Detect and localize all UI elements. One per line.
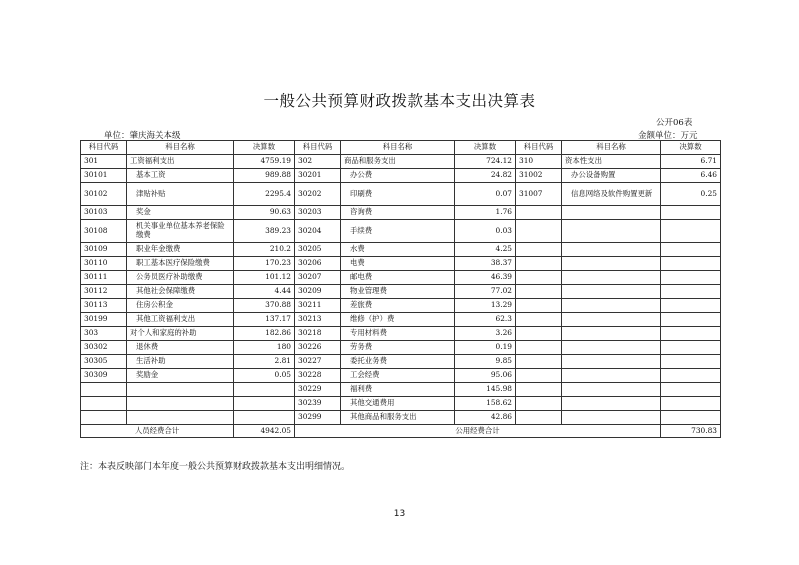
table-row [81, 299, 721, 313]
personnel-total-value: 4942.05 [234, 425, 295, 438]
amount: 158.62 [455, 397, 516, 411]
totals-row [81, 425, 721, 438]
header-row [81, 141, 721, 155]
subject-code [516, 383, 562, 397]
subject-code: 30111 [81, 271, 127, 285]
personnel-total-label: 人员经费合计 [81, 425, 234, 438]
public-total-value: 730.83 [661, 425, 721, 438]
header-name-2: 科目名称 [341, 141, 455, 155]
table-row [81, 355, 721, 369]
subject-name [562, 341, 661, 355]
table-row [81, 383, 721, 397]
header-amount-3: 决算数 [661, 141, 721, 155]
subject-code: 30103 [81, 206, 127, 220]
amount: 0.19 [455, 341, 516, 355]
subject-code [516, 206, 562, 220]
subject-code: 30229 [295, 383, 341, 397]
amount: 724.12 [455, 155, 516, 169]
amount [661, 271, 721, 285]
amount [661, 299, 721, 313]
amount: 137.17 [234, 313, 295, 327]
header-code-2: 科目代码 [295, 141, 341, 155]
subject-name [562, 243, 661, 257]
subject-code: 30102 [81, 183, 127, 206]
subject-name [127, 411, 234, 425]
amount: 389.23 [234, 220, 295, 243]
subject-code: 30309 [81, 369, 127, 383]
subject-name: 工会经费 [341, 369, 455, 383]
amount: 1.76 [455, 206, 516, 220]
amount: 77.02 [455, 285, 516, 299]
subject-name [562, 355, 661, 369]
subject-code: 30239 [295, 397, 341, 411]
subject-code: 30113 [81, 299, 127, 313]
subject-name: 基本工资 [127, 169, 234, 183]
subject-name: 职业年金缴费 [127, 243, 234, 257]
subject-code: 303 [81, 327, 127, 341]
subject-name: 工资福利支出 [127, 155, 234, 169]
subject-code: 30209 [295, 285, 341, 299]
subject-code [516, 411, 562, 425]
amount [661, 411, 721, 425]
subject-name: 其他商品和服务支出 [341, 411, 455, 425]
subject-code: 30199 [81, 313, 127, 327]
amount [661, 327, 721, 341]
amount: 0.03 [455, 220, 516, 243]
subject-code: 30202 [295, 183, 341, 206]
subject-code [516, 341, 562, 355]
subject-code: 30299 [295, 411, 341, 425]
amount [661, 383, 721, 397]
amount [234, 397, 295, 411]
subject-name [562, 271, 661, 285]
amount: 38.37 [455, 257, 516, 271]
amount: 180 [234, 341, 295, 355]
subject-code [516, 327, 562, 341]
table-row [81, 243, 721, 257]
subject-code: 30205 [295, 243, 341, 257]
amount: 210.2 [234, 243, 295, 257]
subject-name: 公务员医疗补助缴费 [127, 271, 234, 285]
table-row [81, 183, 721, 206]
subject-code [516, 369, 562, 383]
subject-name: 水费 [341, 243, 455, 257]
subject-name [562, 257, 661, 271]
subject-name: 生活补助 [127, 355, 234, 369]
subject-name: 电费 [341, 257, 455, 271]
subject-name: 维修（护）费 [341, 313, 455, 327]
subject-name: 办公费 [341, 169, 455, 183]
amount [234, 411, 295, 425]
subject-name [562, 220, 661, 243]
subject-code: 30218 [295, 327, 341, 341]
amount: 989.88 [234, 169, 295, 183]
subject-code: 301 [81, 155, 127, 169]
subject-code [516, 257, 562, 271]
subject-code: 30204 [295, 220, 341, 243]
subject-name: 津贴补贴 [127, 183, 234, 206]
subject-name: 住房公积金 [127, 299, 234, 313]
subject-name [562, 411, 661, 425]
subject-code [81, 397, 127, 411]
amount [661, 341, 721, 355]
subject-name: 劳务费 [341, 341, 455, 355]
subject-name: 物业管理费 [341, 285, 455, 299]
subject-code: 30302 [81, 341, 127, 355]
table-row [81, 271, 721, 285]
amount: 46.39 [455, 271, 516, 285]
amount: 101.12 [234, 271, 295, 285]
table-row [81, 369, 721, 383]
amount: 6.46 [661, 169, 721, 183]
amount: 0.25 [661, 183, 721, 206]
table-row [81, 341, 721, 355]
document-title: 一般公共预算财政拨款基本支出决算表 [263, 92, 536, 110]
subject-name: 其他交通费用 [341, 397, 455, 411]
subject-name [562, 327, 661, 341]
amount: 4759.19 [234, 155, 295, 169]
amount [661, 369, 721, 383]
amount: 4.44 [234, 285, 295, 299]
subject-name: 奖金 [127, 206, 234, 220]
subject-code: 30101 [81, 169, 127, 183]
amount: 13.29 [455, 299, 516, 313]
subject-name [127, 397, 234, 411]
subject-name [127, 383, 234, 397]
table-row [81, 169, 721, 183]
subject-code [516, 397, 562, 411]
subject-code [516, 285, 562, 299]
amount [661, 257, 721, 271]
table-row [81, 220, 721, 243]
subject-name: 奖励金 [127, 369, 234, 383]
subject-code: 31007 [516, 183, 562, 206]
subject-name [562, 206, 661, 220]
amount [661, 313, 721, 327]
subject-code [81, 411, 127, 425]
form-number: 公开06表 [656, 118, 693, 128]
subject-name: 委托业务费 [341, 355, 455, 369]
subject-name: 其他工资福利支出 [127, 313, 234, 327]
subject-name [562, 285, 661, 299]
subject-name: 咨询费 [341, 206, 455, 220]
subject-name: 专用材料费 [341, 327, 455, 341]
amount: 42.86 [455, 411, 516, 425]
subject-code: 31002 [516, 169, 562, 183]
amount: 145.98 [455, 383, 516, 397]
subject-code: 30206 [295, 257, 341, 271]
subject-name: 退休费 [127, 341, 234, 355]
amount [661, 285, 721, 299]
subject-name: 信息网络及软件购置更新 [562, 183, 661, 206]
subject-name: 机关事业单位基本养老保险缴费 [127, 220, 234, 243]
table-row [81, 327, 721, 341]
subject-code: 30110 [81, 257, 127, 271]
page-number: 13 [393, 509, 406, 519]
subject-code: 30211 [295, 299, 341, 313]
subject-name [562, 313, 661, 327]
subject-code: 30228 [295, 369, 341, 383]
amount: 9.85 [455, 355, 516, 369]
amount [661, 243, 721, 257]
subject-code [516, 313, 562, 327]
amount [234, 383, 295, 397]
subject-code [81, 383, 127, 397]
amount: 0.05 [234, 369, 295, 383]
public-total-label: 公用经费合计 [295, 425, 661, 438]
amount: 370.88 [234, 299, 295, 313]
table-row [81, 285, 721, 299]
subject-code: 30108 [81, 220, 127, 243]
amount: 182.86 [234, 327, 295, 341]
header-amount-2: 决算数 [455, 141, 516, 155]
subject-code: 30109 [81, 243, 127, 257]
subject-code: 30201 [295, 169, 341, 183]
amount: 2295.4 [234, 183, 295, 206]
subject-name: 办公设备购置 [562, 169, 661, 183]
subject-name: 差旅费 [341, 299, 455, 313]
subject-code: 30207 [295, 271, 341, 285]
subject-code [516, 355, 562, 369]
subject-code: 30213 [295, 313, 341, 327]
amount: 95.06 [455, 369, 516, 383]
header-name-1: 科目名称 [127, 141, 234, 155]
amount [661, 220, 721, 243]
subject-name: 手续费 [341, 220, 455, 243]
table-row [81, 411, 721, 425]
amount: 90.63 [234, 206, 295, 220]
subject-code [516, 271, 562, 285]
subject-name: 职工基本医疗保险缴费 [127, 257, 234, 271]
subject-name [562, 299, 661, 313]
unit-label: 单位：肇庆海关本级 [104, 131, 181, 141]
subject-name [562, 369, 661, 383]
subject-code: 30112 [81, 285, 127, 299]
subject-name: 邮电费 [341, 271, 455, 285]
header-amount-1: 决算数 [234, 141, 295, 155]
header-code-1: 科目代码 [81, 141, 127, 155]
table-row [81, 155, 721, 169]
amount: 6.71 [661, 155, 721, 169]
subject-name: 资本性支出 [562, 155, 661, 169]
amount-unit-label: 金额单位：万元 [638, 131, 698, 141]
amount: 24.82 [455, 169, 516, 183]
table-row [81, 257, 721, 271]
expenditure-table [80, 140, 721, 438]
subject-name: 商品和服务支出 [341, 155, 455, 169]
amount: 3.26 [455, 327, 516, 341]
subject-code: 30305 [81, 355, 127, 369]
subject-name: 福利费 [341, 383, 455, 397]
amount: 0.07 [455, 183, 516, 206]
subject-code: 302 [295, 155, 341, 169]
amount [661, 355, 721, 369]
amount: 4.25 [455, 243, 516, 257]
table-row [81, 313, 721, 327]
table-note: 注：本表反映部门本年度一般公共预算财政拨款基本支出明细情况。 [80, 462, 351, 472]
header-name-3: 科目名称 [562, 141, 661, 155]
subject-code: 30226 [295, 341, 341, 355]
table-row [81, 206, 721, 220]
subject-code: 30203 [295, 206, 341, 220]
subject-name: 其他社会保障缴费 [127, 285, 234, 299]
amount: 170.23 [234, 257, 295, 271]
subject-name: 对个人和家庭的补助 [127, 327, 234, 341]
amount: 2.81 [234, 355, 295, 369]
header-code-3: 科目代码 [516, 141, 562, 155]
subject-name: 印刷费 [341, 183, 455, 206]
subject-code: 310 [516, 155, 562, 169]
amount [661, 397, 721, 411]
subject-code [516, 220, 562, 243]
subject-name [562, 383, 661, 397]
table-row [81, 397, 721, 411]
subject-name [562, 397, 661, 411]
subject-code [516, 299, 562, 313]
amount: 62.3 [455, 313, 516, 327]
amount [661, 206, 721, 220]
subject-code [516, 243, 562, 257]
subject-code: 30227 [295, 355, 341, 369]
